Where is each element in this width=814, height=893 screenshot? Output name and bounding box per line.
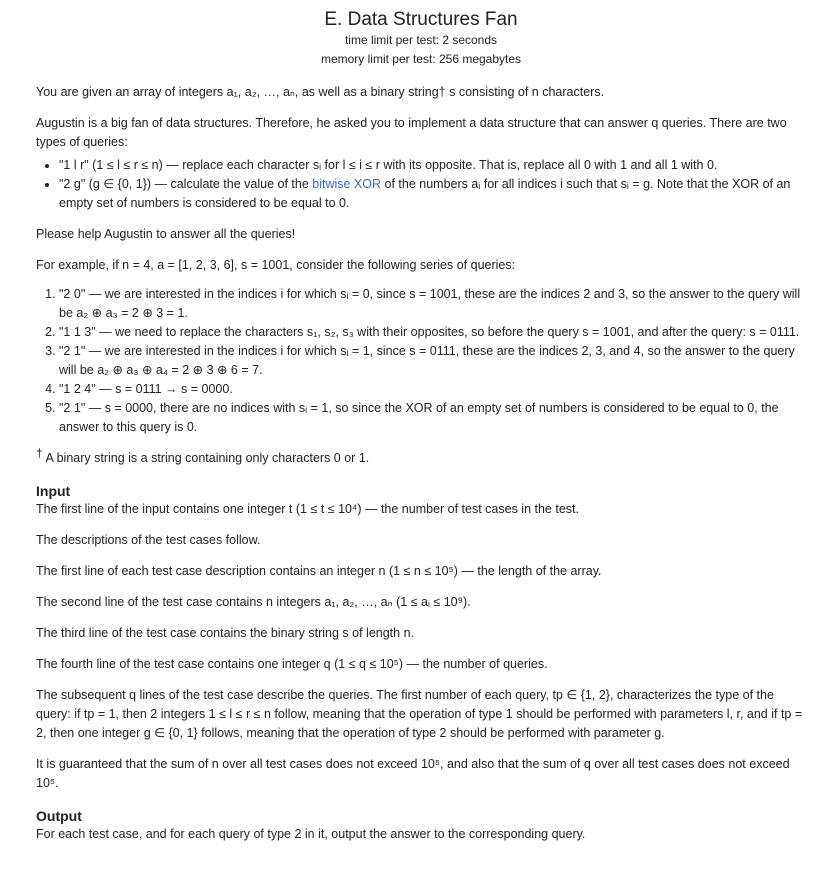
statement-intro: You are given an array of integers a₁, a₂, …, aₙ, as well as a binary string† s consisting of n characters. (36, 85, 605, 99)
statement-paragraph: Augustin is a big fan of data structures. Therefore, he asked you to implement a data structure that can answer q queries. There are two types of queries: (36, 116, 787, 149)
input-line: The first line of each test case description contains an integer n (1 ≤ n ≤ 10⁵) — the length of the array. (36, 564, 602, 578)
input-line: The fourth line of the test case contains one integer q (1 ≤ q ≤ 10⁵) — the number of queries. (36, 657, 548, 671)
example-item: 5. "2 1" — s = 0000, there are no indices with sᵢ = 1, so since the XOR of an empty set of numbers is considered to be equal to 0, the answer to this query is 0. (59, 399, 806, 437)
example-item: 3. "2 1" — we are interested in the indices i for which sᵢ = 1, since s = 0111, these are the indices 2, 3, and 4, so the answer to the query will be a₂ ⊕ a₃ ⊕ a₄ = 2 ⊕ 3 ⊕ 6 = 7. (59, 342, 806, 380)
input-line: The third line of the test case contains the binary string s of length n. (36, 626, 414, 640)
input-line: The descriptions of the test cases follow. (36, 533, 261, 547)
footnote-mark: † (36, 445, 43, 460)
input-line: It is guaranteed that the sum of n over all test cases does not exceed 10⁵, and also that the sum of q over all test cases does not exceed 10⁵. (36, 757, 790, 790)
help-text: Please help Augustin to answer all the queries! (36, 227, 296, 241)
output-heading: Output (36, 808, 82, 824)
query-type-2: • "2 g" (g ∈ {0, 1}) — calculate the value of the bitwise XOR of the numbers aᵢ for all indices i such that sᵢ = g. Note that the XOR of an empty set of numbers is considered to be equal to 0. (59, 175, 806, 213)
input-line: The second line of the test case contains n integers a₁, a₂, …, aₙ (1 ≤ aᵢ ≤ 10⁹). (36, 595, 471, 609)
query-types-list (36, 156, 806, 213)
problem-page (0, 9, 814, 844)
input-line: The first line of the input contains one integer t (1 ≤ t ≤ 10⁴) — the number of test cases in the test. (36, 502, 579, 516)
example-item: 2. "1 1 3" — we need to replace the characters s₁, s₂, s₃ with their opposites, so before the query s = 1001, and after the query: s = 0111. (59, 323, 806, 342)
example-intro: For example, if n = 4, a = [1, 2, 3, 6], s = 1001, consider the following series of queries: (36, 258, 516, 272)
examples-list (36, 285, 806, 437)
example-item: 1. "2 0" — we are interested in the indices i for which sᵢ = 0, since s = 1001, these are the indices 2 and 3, so the answer to the query will be a₂ ⊕ a₃ = 2 ⊕ 3 = 1. (59, 285, 806, 323)
query-type-1: • "1 l r" (1 ≤ l ≤ r ≤ n) — replace each character sᵢ for l ≤ i ≤ r with its opposite. That is, replace all 0 with 1 and all 1 with 0. (59, 156, 806, 175)
input-line: The subsequent q lines of the test case describe the queries. The first number of each query, tp ∈ {1, 2}, characterizes the type of the query: if tp = 1, then 2 integers 1 ≤ l ≤ r ≤ n follow, meaning that the operation of type 1 should be performed with parameters l, r, and if tp = 2, then one integer g ∈ {0, 1} follows, meaning that the operation of type 2 should be performed with parameter g. (36, 688, 803, 740)
problem-title: E. Data Structures Fan (324, 9, 518, 30)
footnote: † A binary string is a string containing only characters 0 or 1. (36, 445, 370, 465)
example-item: 4. "1 2 4" — s = 0111 → s = 0000. (59, 380, 806, 399)
bitwise-xor-link[interactable]: bitwise XOR (312, 177, 382, 191)
input-heading: Input (36, 483, 71, 499)
memory-limit: memory limit per test: 256 megabytes (320, 52, 522, 66)
output-text: For each test case, and for each query of type 2 in it, output the answer to the corresponding query. (36, 827, 586, 841)
time-limit: time limit per test: 2 seconds (344, 33, 498, 47)
